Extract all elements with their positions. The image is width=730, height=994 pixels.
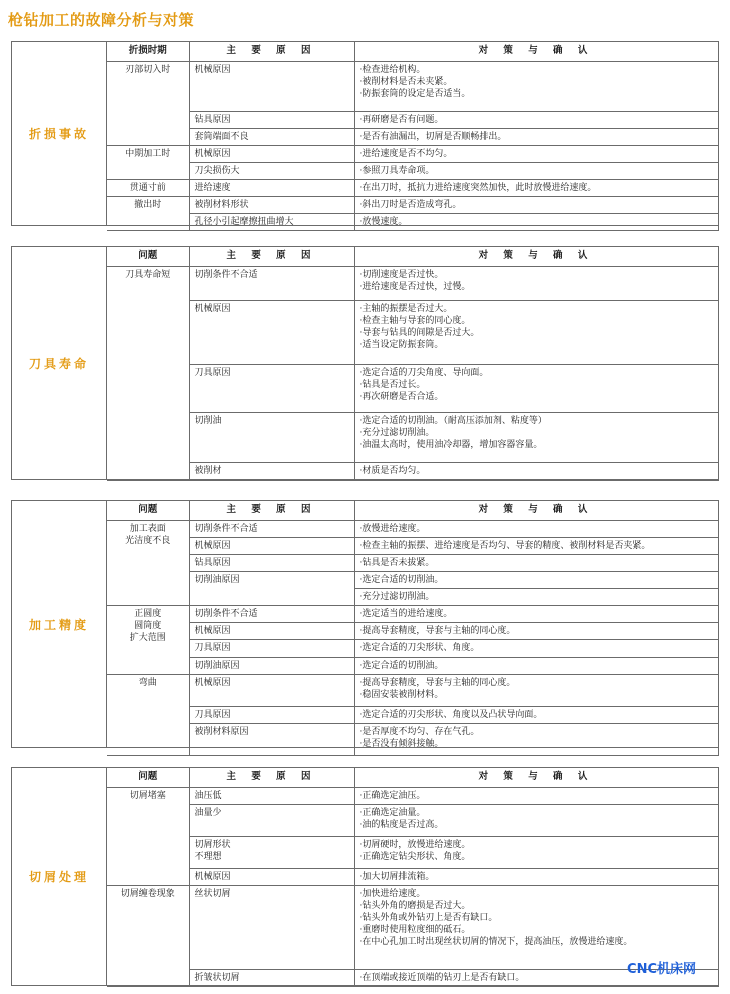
cause-cell: 机械原因 [189,145,354,162]
chip-handling-table [107,768,719,987]
measure-cell: ·选定合适的切削油。 [354,657,718,674]
cause-cell: 切削油 [189,412,354,462]
measure-cell: ·提高导套精度，导套与主轴的同心度。 ·稳固安装被削材料。 [354,674,718,706]
measure-cell: ·正确选定油量。 ·油的粘度是否过高。 [354,804,718,836]
problem-cell: 弯曲 [107,674,189,755]
measure-cell: ·放慢进给速度。 [354,520,718,537]
measure-cell: ·切削速度是否过快。 ·进给速度是否过快，过慢。 [354,266,718,300]
tool-life-table [107,247,719,481]
measure-cell: ·再研磨是否有问题。 [354,111,718,128]
measure-cell: ·选定适当的进给速度。 [354,606,718,623]
cause-cell: 油量少 [189,804,354,836]
measure-cell: ·主轴的振摆是否过大。 ·检查主轴与导套的同心度。 ·导套与钻具的间隙是否过大。 ·适当设定防振套筒。 [354,300,718,364]
cause-cell: 切削条件不合适 [189,606,354,623]
measure-cell: ·进给速度是否不均匀。 [354,145,718,162]
problem-cell: 刀具寿命短 [107,266,189,480]
column-header-cause: 主 要 原 因 [189,247,354,266]
cause-cell: 钻具原因 [189,554,354,571]
measure-cell: ·选定合适的刀尖角度、导向面。 ·钻具是否过长。 ·再次研磨是否合适。 [354,364,718,412]
measure-cell: ·正确选定油压。 [354,787,718,804]
section-label: 刀具寿命 [12,247,107,479]
column-header-cause: 主 要 原 因 [189,768,354,787]
cause-cell: 油压低 [189,787,354,804]
measure-cell: ·在出刀时，抵抗力进给速度突然加快，此时放慢进给速度。 [354,180,718,197]
period-cell: 中期加工时 [107,145,189,179]
cause-cell: 刀具原因 [189,364,354,412]
cause-cell: 切屑形状 不理想 [189,836,354,868]
measure-cell: ·检查主轴的振摆、进给速度是否均匀、导套的精度、被削材料是否夹紧。 [354,537,718,554]
cause-cell: 切削油原因 [189,657,354,674]
measure-cell: ·在顶端或接近顶端的钻刃上是否有缺口。 [354,969,718,986]
section-chip-handling [11,767,719,986]
cause-cell: 切削条件不合适 [189,520,354,537]
cause-cell: 机械原因 [189,537,354,554]
cause-cell: 被削材料原因 [189,723,354,755]
cause-cell: 切削条件不合适 [189,266,354,300]
measure-cell: ·放慢速度。 [354,214,718,231]
breakage-table [107,42,719,231]
cause-cell: 刀具原因 [189,640,354,657]
measure-cell: ·切屑硬时，放慢进给速度。 ·正确选定钻尖形状、角度。 [354,836,718,868]
column-header-cause: 主 要 原 因 [189,501,354,520]
column-header-problem: 问题 [107,768,189,787]
measure-cell: ·选定合适的刃尖形状、角度以及凸状导向面。 [354,706,718,723]
problem-cell: 切屑堵塞 [107,787,189,885]
cause-cell: 切削油原因 [189,571,354,605]
section-label: 加工精度 [12,501,107,747]
cause-cell: 机械原因 [189,300,354,364]
measure-cell: ·加大切屑排流箱。 [354,868,718,885]
section-label: 折损事故 [12,42,107,225]
measure-cell: ·是否厚度不均匀、存在气孔。 ·是否没有倾斜接触。 [354,723,718,755]
column-header-measure: 对 策 与 确 认 [354,501,718,520]
cause-cell: 机械原因 [189,868,354,885]
problem-cell: 正圆度 圆筒度 扩大范围 [107,606,189,675]
section-label: 切屑处理 [12,768,107,985]
measure-cell: ·参照刀具寿命项。 [354,162,718,179]
measure-cell: ·充分过滤切削油。 [354,589,718,606]
measure-cell: ·选定合适的切削油。（耐高压添加剂、粘度等） ·充分过滤切削油。 ·油温太高时，使用油冷却器，增加容器容量。 [354,412,718,462]
cause-cell: 机械原因 [189,61,354,111]
cause-cell: 钻具原因 [189,111,354,128]
measure-cell: ·钻具是否未拔紧。 [354,554,718,571]
cause-cell: 进给速度 [189,180,354,197]
problem-cell: 加工表面 光洁度不良 [107,520,189,606]
section-breakage [11,41,719,226]
measure-cell: ·斜出刀时是否造成弯孔。 [354,197,718,214]
measure-cell: ·是否有油漏出，切屑是否顺畅排出。 [354,128,718,145]
cause-cell: 折皱状切屑 [189,969,354,986]
measure-cell: ·选定合适的切削油。 [354,571,718,588]
cause-cell: 丝状切屑 [189,885,354,969]
period-cell: 撤出时 [107,197,189,231]
cause-cell: 套筒端面不良 [189,128,354,145]
cause-cell: 孔径小引起摩擦扭曲增大 [189,214,354,231]
measure-cell: ·材质是否均匀。 [354,462,718,480]
problem-cell: 切屑缠卷现象 [107,885,189,986]
period-cell: 刃部切入时 [107,61,189,145]
column-header-measure: 对 策 与 确 认 [354,247,718,266]
precision-table [107,501,719,756]
column-header-period: 折损时期 [107,42,189,61]
page-title: 枪钻加工的故障分析与对策 [8,11,195,29]
section-tool-life [11,246,719,480]
cause-cell: 机械原因 [189,674,354,706]
column-header-cause: 主 要 原 因 [189,42,354,61]
column-header-measure: 对 策 与 确 认 [354,768,718,787]
cause-cell: 机械原因 [189,623,354,640]
section-precision [11,500,719,748]
measure-cell: ·提高导套精度，导套与主轴的同心度。 [354,623,718,640]
cause-cell: 刀具原因 [189,706,354,723]
cause-cell: 被削材 [189,462,354,480]
column-header-measure: 对 策 与 确 认 [354,42,718,61]
column-header-problem: 问题 [107,247,189,266]
cause-cell: 被削材料形状 [189,197,354,214]
column-header-problem: 问题 [107,501,189,520]
period-cell: 贯通寸前 [107,180,189,197]
measure-cell: ·检查进给机构。 ·被削材料是否未夹紧。 ·防振套筒的设定是否适当。 [354,61,718,111]
measure-cell: ·选定合适的刀尖形状、角度。 [354,640,718,657]
watermark-text: CNC机床网 [627,962,696,977]
measure-cell: ·加快进给速度。 ·钻头外角的磨损是否过大。 ·钻头外角或外钻刃上是否有缺口。 ·重磨时使用粒度细的砥石。 ·在中心孔加工时出现丝状切屑的情况下，提高油压，放慢进给速度。 [354,885,718,969]
cause-cell: 刀尖损伤大 [189,162,354,179]
